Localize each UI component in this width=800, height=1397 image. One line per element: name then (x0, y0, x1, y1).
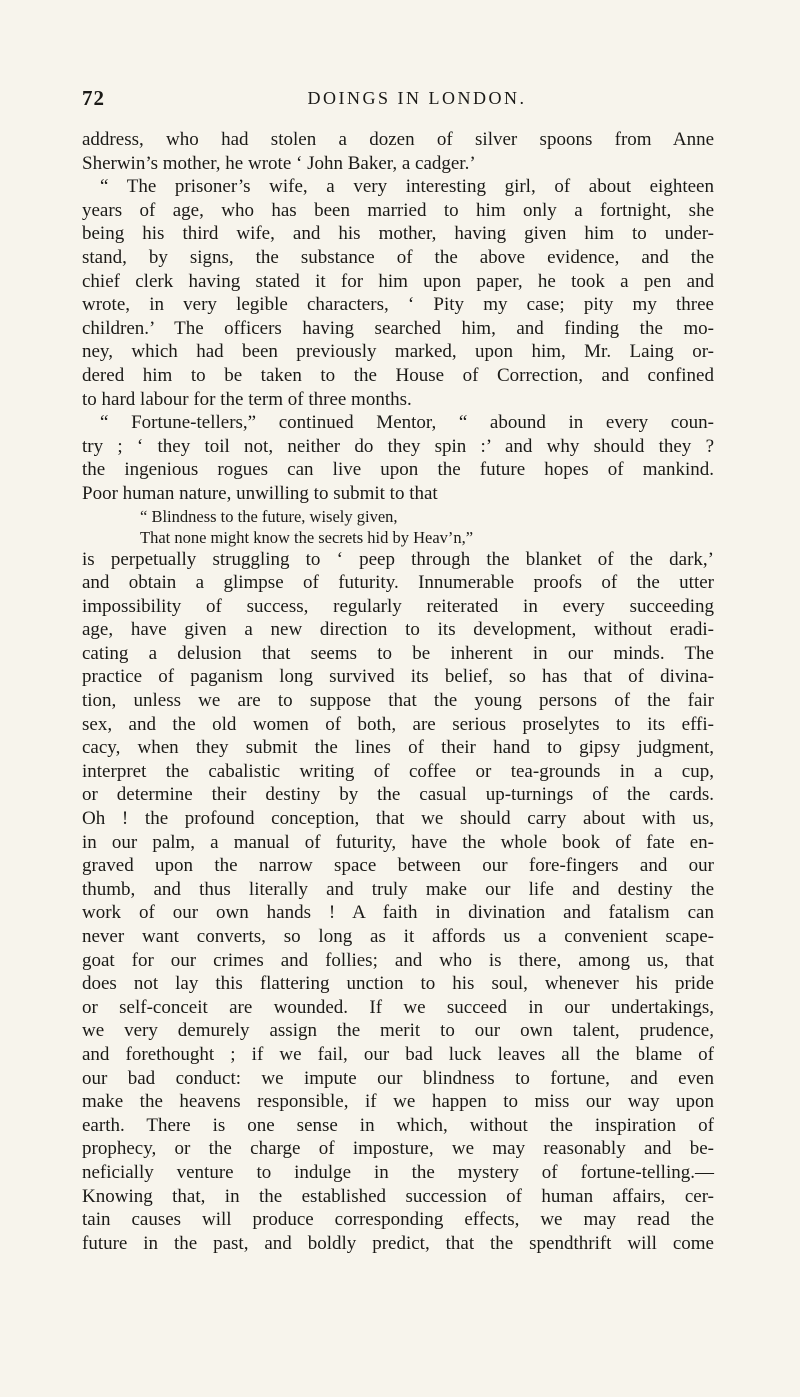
text-line: in our palm, a manual of futurity, have the whole book of fate en- (82, 831, 714, 853)
text-line: age, have given a new direction to its development, without eradi- (82, 619, 714, 641)
verse-line: “ Blindness to the future, wisely given, (140, 506, 398, 526)
text-line: prophecy, or the charge of imposture, we may reasonably and be- (82, 1138, 714, 1160)
text-line: tion, unless we are to suppose that the young persons of the fair (82, 690, 714, 712)
text-line: work of our own hands ! A faith in divination and fatalism can (82, 902, 714, 924)
text-line: impossibility of success, regularly reiterated in every succeeding (82, 595, 714, 617)
text-line: address, who had stolen a dozen of silver spoons from Anne (82, 129, 714, 150)
text-line: years of age, who has been married to him only a fortnight, she (82, 199, 714, 221)
page-number: 72 (82, 86, 105, 110)
running-head: DOINGS IN LONDON. (307, 88, 527, 108)
verse-line: That none might know the secrets hid by Heav’n,” (140, 527, 474, 547)
text-line: stand, by signs, the substance of the above evidence, and the (82, 246, 714, 268)
text-line: Oh ! the profound conception, that we should carry about with us, (82, 808, 714, 830)
text-line: ney, which had been previously marked, upon him, Mr. Laing or- (82, 341, 714, 363)
text-line: goat for our crimes and follies; and who is there, among us, that (82, 949, 714, 971)
text-line: “ The prisoner’s wife, a very interesting girl, of about eighteen (100, 176, 714, 198)
text-line: our bad conduct: we impute our blindness to fortune, and even (82, 1067, 714, 1089)
text-line: we very demurely assign the merit to our own talent, prudence, (82, 1020, 714, 1042)
text-line: practice of paganism long survived its belief, so has that of divina- (82, 666, 714, 688)
text-line: earth. There is one sense in which, without the inspiration of (82, 1114, 714, 1136)
text-line: tain causes will produce corresponding effects, we may read the (82, 1209, 714, 1231)
text-line: to hard labour for the term of three months. (82, 388, 412, 410)
text-line: cacy, when they submit the lines of their hand to gipsy judgment, (82, 737, 714, 759)
text-line: “ Fortune-tellers,” continued Mentor, “ abound in every coun- (100, 412, 714, 434)
text-line: and obtain a glimpse of futurity. Innumerable proofs of the utter (82, 572, 714, 594)
text-line: children.’ The officers having searched him, and finding the mo- (82, 317, 714, 339)
text-line: Sherwin’s mother, he wrote ‘ John Baker, a cadger.’ (82, 152, 476, 174)
text-line: Poor human nature, unwilling to submit to that (82, 482, 438, 504)
text-line: does not lay this flattering unction to his soul, whenever his pride (82, 973, 714, 995)
text-line: sex, and the old women of both, are serious proselytes to its effi- (82, 713, 714, 735)
text-line: the ingenious rogues can live upon the future hopes of mankind. (82, 459, 714, 481)
text-line: Knowing that, in the established succession of human affairs, cer- (82, 1185, 714, 1207)
text-line: never want converts, so long as it affords us a convenient scape- (82, 926, 714, 947)
text-line: or determine their destiny by the casual up-turnings of the cards. (82, 784, 714, 806)
text-line: make the heavens responsible, if we happen to miss our way upon (82, 1091, 714, 1113)
text-line: thumb, and thus literally and truly make our life and destiny the (82, 878, 714, 900)
text-line: dered him to be taken to the House of Correction, and confined (82, 364, 714, 386)
text-line: future in the past, and boldly predict, that the spendthrift will come (82, 1232, 714, 1254)
page-header (82, 86, 712, 116)
text-line: chief clerk having stated it for him upon paper, he took a pen and (82, 270, 714, 292)
text-line: try ; ‘ they toil not, neither do they spin :’ and why should they ? (82, 435, 714, 457)
text-line: neficially venture to indulge in the mystery of fortune-telling.— (82, 1161, 714, 1183)
text-line: is perpetually struggling to ‘ peep through the blanket of the dark,’ (82, 548, 714, 570)
text-line: and forethought ; if we fail, our bad luck leaves all the blame of (82, 1043, 714, 1065)
text-line: or self-conceit are wounded. If we succeed in our undertakings, (82, 996, 714, 1018)
text-line: interpret the cabalistic writing of coffee or tea-grounds in a cup, (82, 760, 714, 782)
text-line: wrote, in very legible characters, ‘ Pity my case; pity my three (82, 294, 714, 316)
text-block-after-quote (82, 548, 714, 1256)
body-text (82, 128, 714, 1255)
verse-quotation (82, 506, 714, 548)
text-block-before-quote (82, 128, 714, 506)
text-line: graved upon the narrow space between our fore-fingers and our (82, 855, 714, 877)
text-line: being his third wife, and his mother, having given him to under- (82, 223, 714, 245)
text-line: cating a delusion that seems to be inherent in our minds. The (82, 642, 714, 664)
